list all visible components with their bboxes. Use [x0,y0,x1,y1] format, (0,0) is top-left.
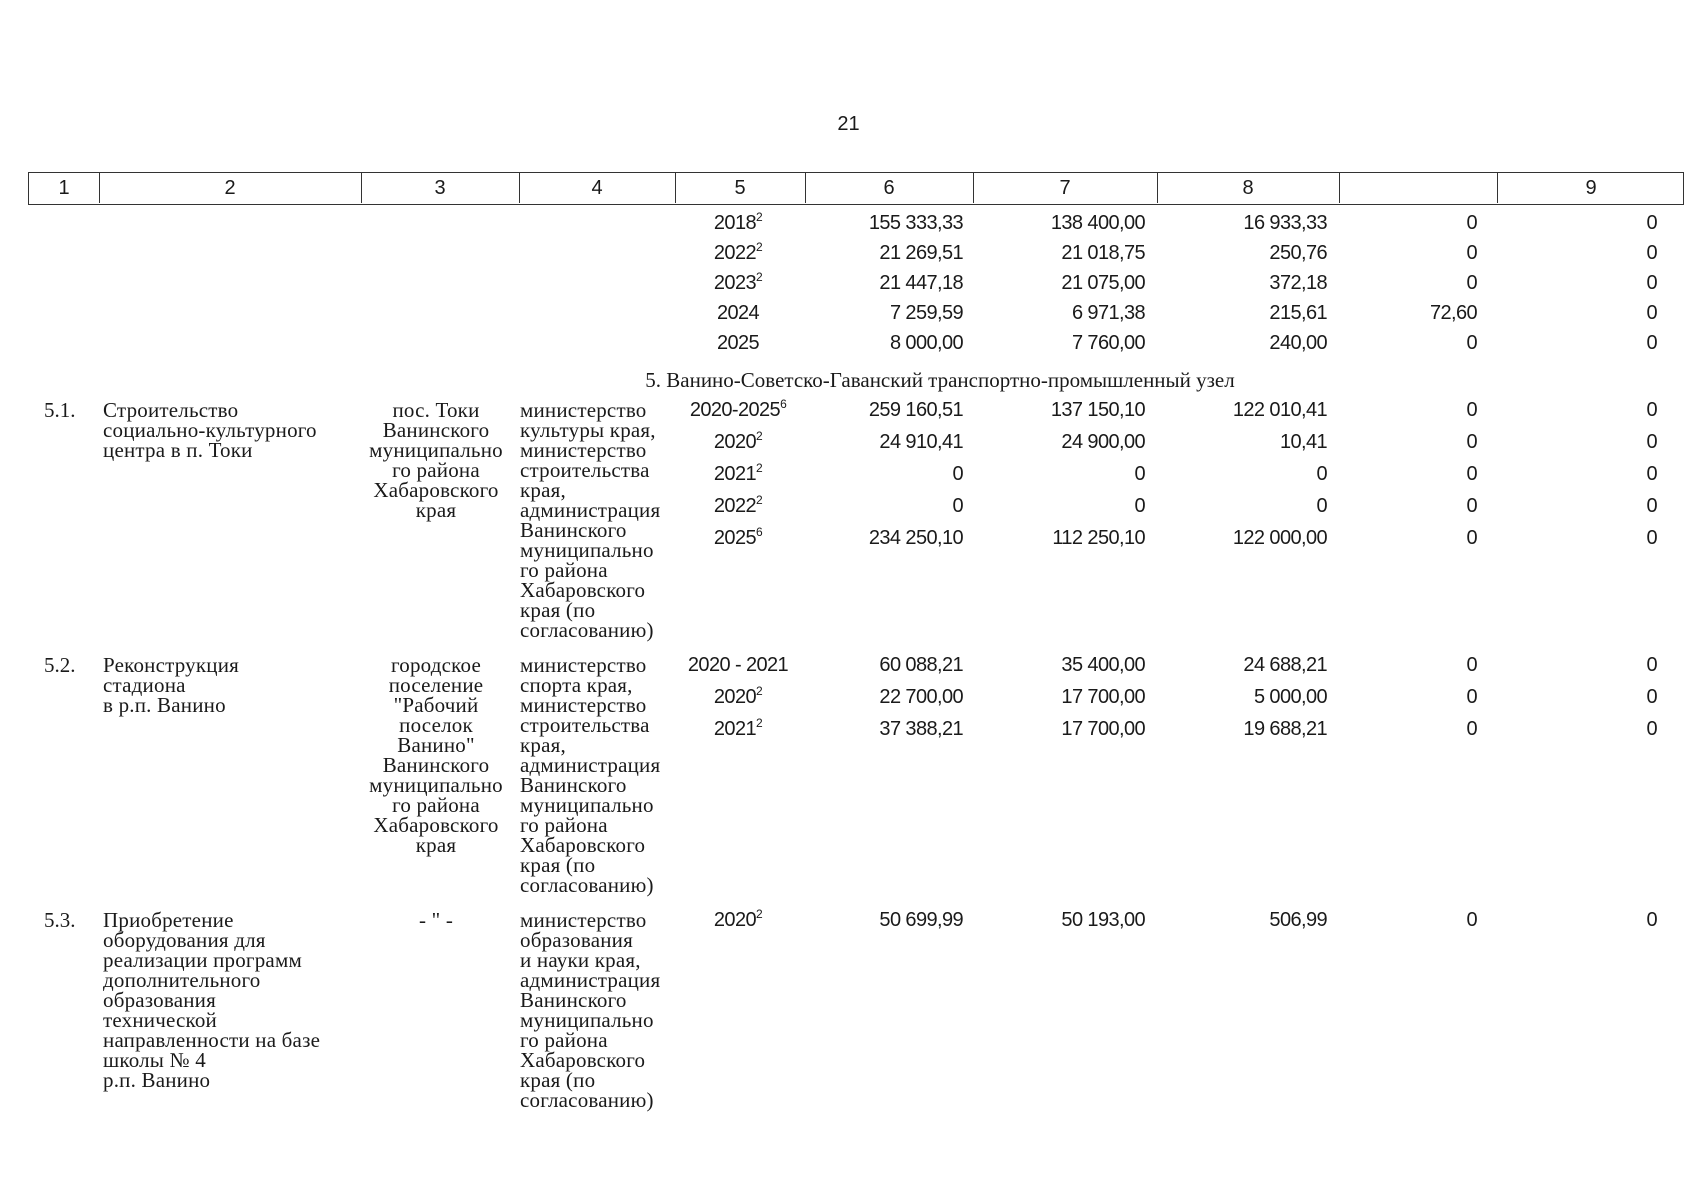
amount-c7: 21 018,75 [1061,242,1145,264]
item-number: 5.3. [44,908,76,932]
item-name: Строительство социально-культурного центра в п. Токи [103,398,317,462]
item-location: городское поселение "Рабочий поселок Ванино" Ванинского муниципально го района Хабаровского края [369,653,503,857]
item-executor: министерство спорта края, министерство строительства края, администрация Ванинского муниципально го района Хабаровского края (по согласованию) [520,653,661,897]
year-value: 2020 [713,686,756,708]
amount-c7: 7 760,00 [1071,332,1145,354]
footnote-mark: 2 [756,907,763,921]
footnote-mark: 2 [756,461,763,475]
amount-c10: 0 [1646,527,1657,549]
amount-c6: 60 088,21 [879,654,963,676]
amount-c9: 0 [1466,242,1477,264]
amount-c7: 17 700,00 [1061,686,1145,708]
item-number: 5.2. [44,653,76,677]
amount-c7: 112 250,10 [1052,527,1145,549]
footnote-mark: 2 [756,210,763,224]
amount-c10: 0 [1646,242,1657,264]
header-col-8: 8 [1242,177,1254,199]
header-col-4: 4 [591,177,603,199]
section-title: 5. Ванино-Советско-Гаванский транспортно-промышленный узел [645,368,1235,392]
amount-c9: 72,60 [1429,302,1477,324]
item-name: Приобретение оборудования для реализации программ дополнительного образования технической направленности на базе школы № 4 р.п. Ванино [103,908,321,1092]
amount-c8: 215,61 [1269,302,1327,324]
amount-c10: 0 [1646,302,1657,324]
header-col-2: 2 [224,177,236,199]
amount-c9: 0 [1466,332,1477,354]
header-col-10: 9 [1585,177,1597,199]
header-separator [1339,173,1340,203]
footnote-mark: 2 [756,716,763,730]
amount-c7: 6 971,38 [1071,302,1145,324]
amount-c6: 21 269,51 [879,242,963,264]
amount-c10: 0 [1646,431,1657,453]
amount-c10: 0 [1646,399,1657,421]
footnote-mark: 2 [756,270,763,284]
item-location: пос. Токи Ванинского муниципально го района Хабаровского края [369,398,503,522]
footnote-mark: 6 [780,397,787,411]
page-number: 21 [837,113,860,135]
footnote-mark: 6 [756,525,763,539]
header-separator [1157,173,1158,203]
table-header [28,172,1684,205]
amount-c9: 0 [1466,527,1477,549]
year-cell [674,301,802,325]
amount-c9: 0 [1466,654,1477,676]
amount-c7: 0 [1134,463,1145,485]
year-value: 2023 [713,272,756,294]
amount-c9: 0 [1466,463,1477,485]
amount-c6: 22 700,00 [879,686,963,708]
amount-c7: 35 400,00 [1061,654,1145,676]
amount-c6: 37 388,21 [879,718,963,740]
header-separator [973,173,974,203]
year-cell [674,494,802,518]
amount-c8: 122 010,41 [1232,399,1327,421]
amount-c8: 0 [1316,495,1327,517]
amount-c10: 0 [1646,463,1657,485]
year-cell [674,331,802,355]
year-value: 2020-2025 [689,399,781,421]
year-value: 2020 - 2021 [687,654,789,676]
item-location: - " - [418,908,454,932]
amount-c9: 0 [1466,909,1477,931]
amount-c8: 10,41 [1279,431,1327,453]
amount-c7: 50 193,00 [1061,909,1145,931]
year-value: 2021 [713,718,756,740]
header-separator [805,173,806,203]
amount-c10: 0 [1646,332,1657,354]
footnote-mark: 2 [756,240,763,254]
amount-c10: 0 [1646,272,1657,294]
amount-c7: 137 150,10 [1050,399,1145,421]
amount-c6: 24 910,41 [879,431,963,453]
amount-c8: 240,00 [1269,332,1327,354]
year-value: 2020 [713,431,756,453]
year-cell [674,271,802,295]
amount-c8: 24 688,21 [1243,654,1327,676]
header-col-6: 6 [883,177,895,199]
header-col-3: 3 [434,177,446,199]
year-value: 2025 [713,527,756,549]
amount-c6: 155 333,33 [868,212,963,234]
amount-c9: 0 [1466,399,1477,421]
item-number: 5.1. [44,398,76,422]
year-cell [674,211,802,235]
year-cell [674,462,802,486]
header-separator [99,173,100,203]
amount-c6: 259 160,51 [868,399,963,421]
amount-c10: 0 [1646,718,1657,740]
year-value: 2024 [716,302,760,324]
amount-c9: 0 [1466,212,1477,234]
year-value: 2018 [713,212,756,234]
amount-c6: 8 000,00 [889,332,963,354]
item-executor: министерство культуры края, министерство строительства края, администрация Ванинского муниципально го района Хабаровского края (по согласованию) [520,398,661,642]
header-separator [1497,173,1498,203]
amount-c9: 0 [1466,431,1477,453]
amount-c6: 7 259,59 [889,302,963,324]
footnote-mark: 2 [756,429,763,443]
amount-c8: 0 [1316,463,1327,485]
header-separator [361,173,362,203]
year-value: 2020 [713,909,756,931]
header-separator [675,173,676,203]
amount-c8: 19 688,21 [1243,718,1327,740]
amount-c7: 21 075,00 [1061,272,1145,294]
year-value: 2022 [713,242,756,264]
item-name: Реконструкция стадиона в р.п. Ванино [103,653,240,717]
amount-c8: 5 000,00 [1253,686,1327,708]
item-executor: министерство образования и науки края, администрация Ванинского муниципально го района Хабаровского края (по согласованию) [520,908,661,1112]
amount-c10: 0 [1646,909,1657,931]
amount-c10: 0 [1646,495,1657,517]
amount-c8: 122 000,00 [1232,527,1327,549]
year-value: 2022 [713,495,756,517]
amount-c10: 0 [1646,212,1657,234]
amount-c7: 17 700,00 [1061,718,1145,740]
header-col-9 [1339,173,1497,203]
amount-c7: 138 400,00 [1050,212,1145,234]
amount-c6: 21 447,18 [879,272,963,294]
header-col-1: 1 [58,177,70,199]
amount-c9: 0 [1466,272,1477,294]
year-cell [674,526,802,550]
footnote-mark: 2 [756,684,763,698]
year-cell [674,241,802,265]
amount-c6: 234 250,10 [868,527,963,549]
amount-c6: 0 [952,495,963,517]
year-value: 2021 [713,463,756,485]
year-cell [674,430,802,454]
amount-c9: 0 [1466,686,1477,708]
year-cell [674,653,802,677]
amount-c8: 16 933,33 [1243,212,1327,234]
year-cell [674,685,802,709]
amount-c10: 0 [1646,686,1657,708]
header-separator [519,173,520,203]
amount-c9: 0 [1466,495,1477,517]
year-cell [674,908,802,932]
amount-c6: 50 699,99 [879,909,963,931]
amount-c10: 0 [1646,654,1657,676]
header-col-7: 7 [1059,177,1071,199]
amount-c8: 372,18 [1269,272,1327,294]
amount-c7: 24 900,00 [1061,431,1145,453]
year-value: 2025 [716,332,760,354]
amount-c6: 0 [952,463,963,485]
amount-c8: 506,99 [1269,909,1327,931]
amount-c7: 0 [1134,495,1145,517]
amount-c8: 250,76 [1269,242,1327,264]
year-cell [674,717,802,741]
header-col-5: 5 [734,177,746,199]
year-cell [674,398,802,422]
footnote-mark: 2 [756,493,763,507]
amount-c9: 0 [1466,718,1477,740]
